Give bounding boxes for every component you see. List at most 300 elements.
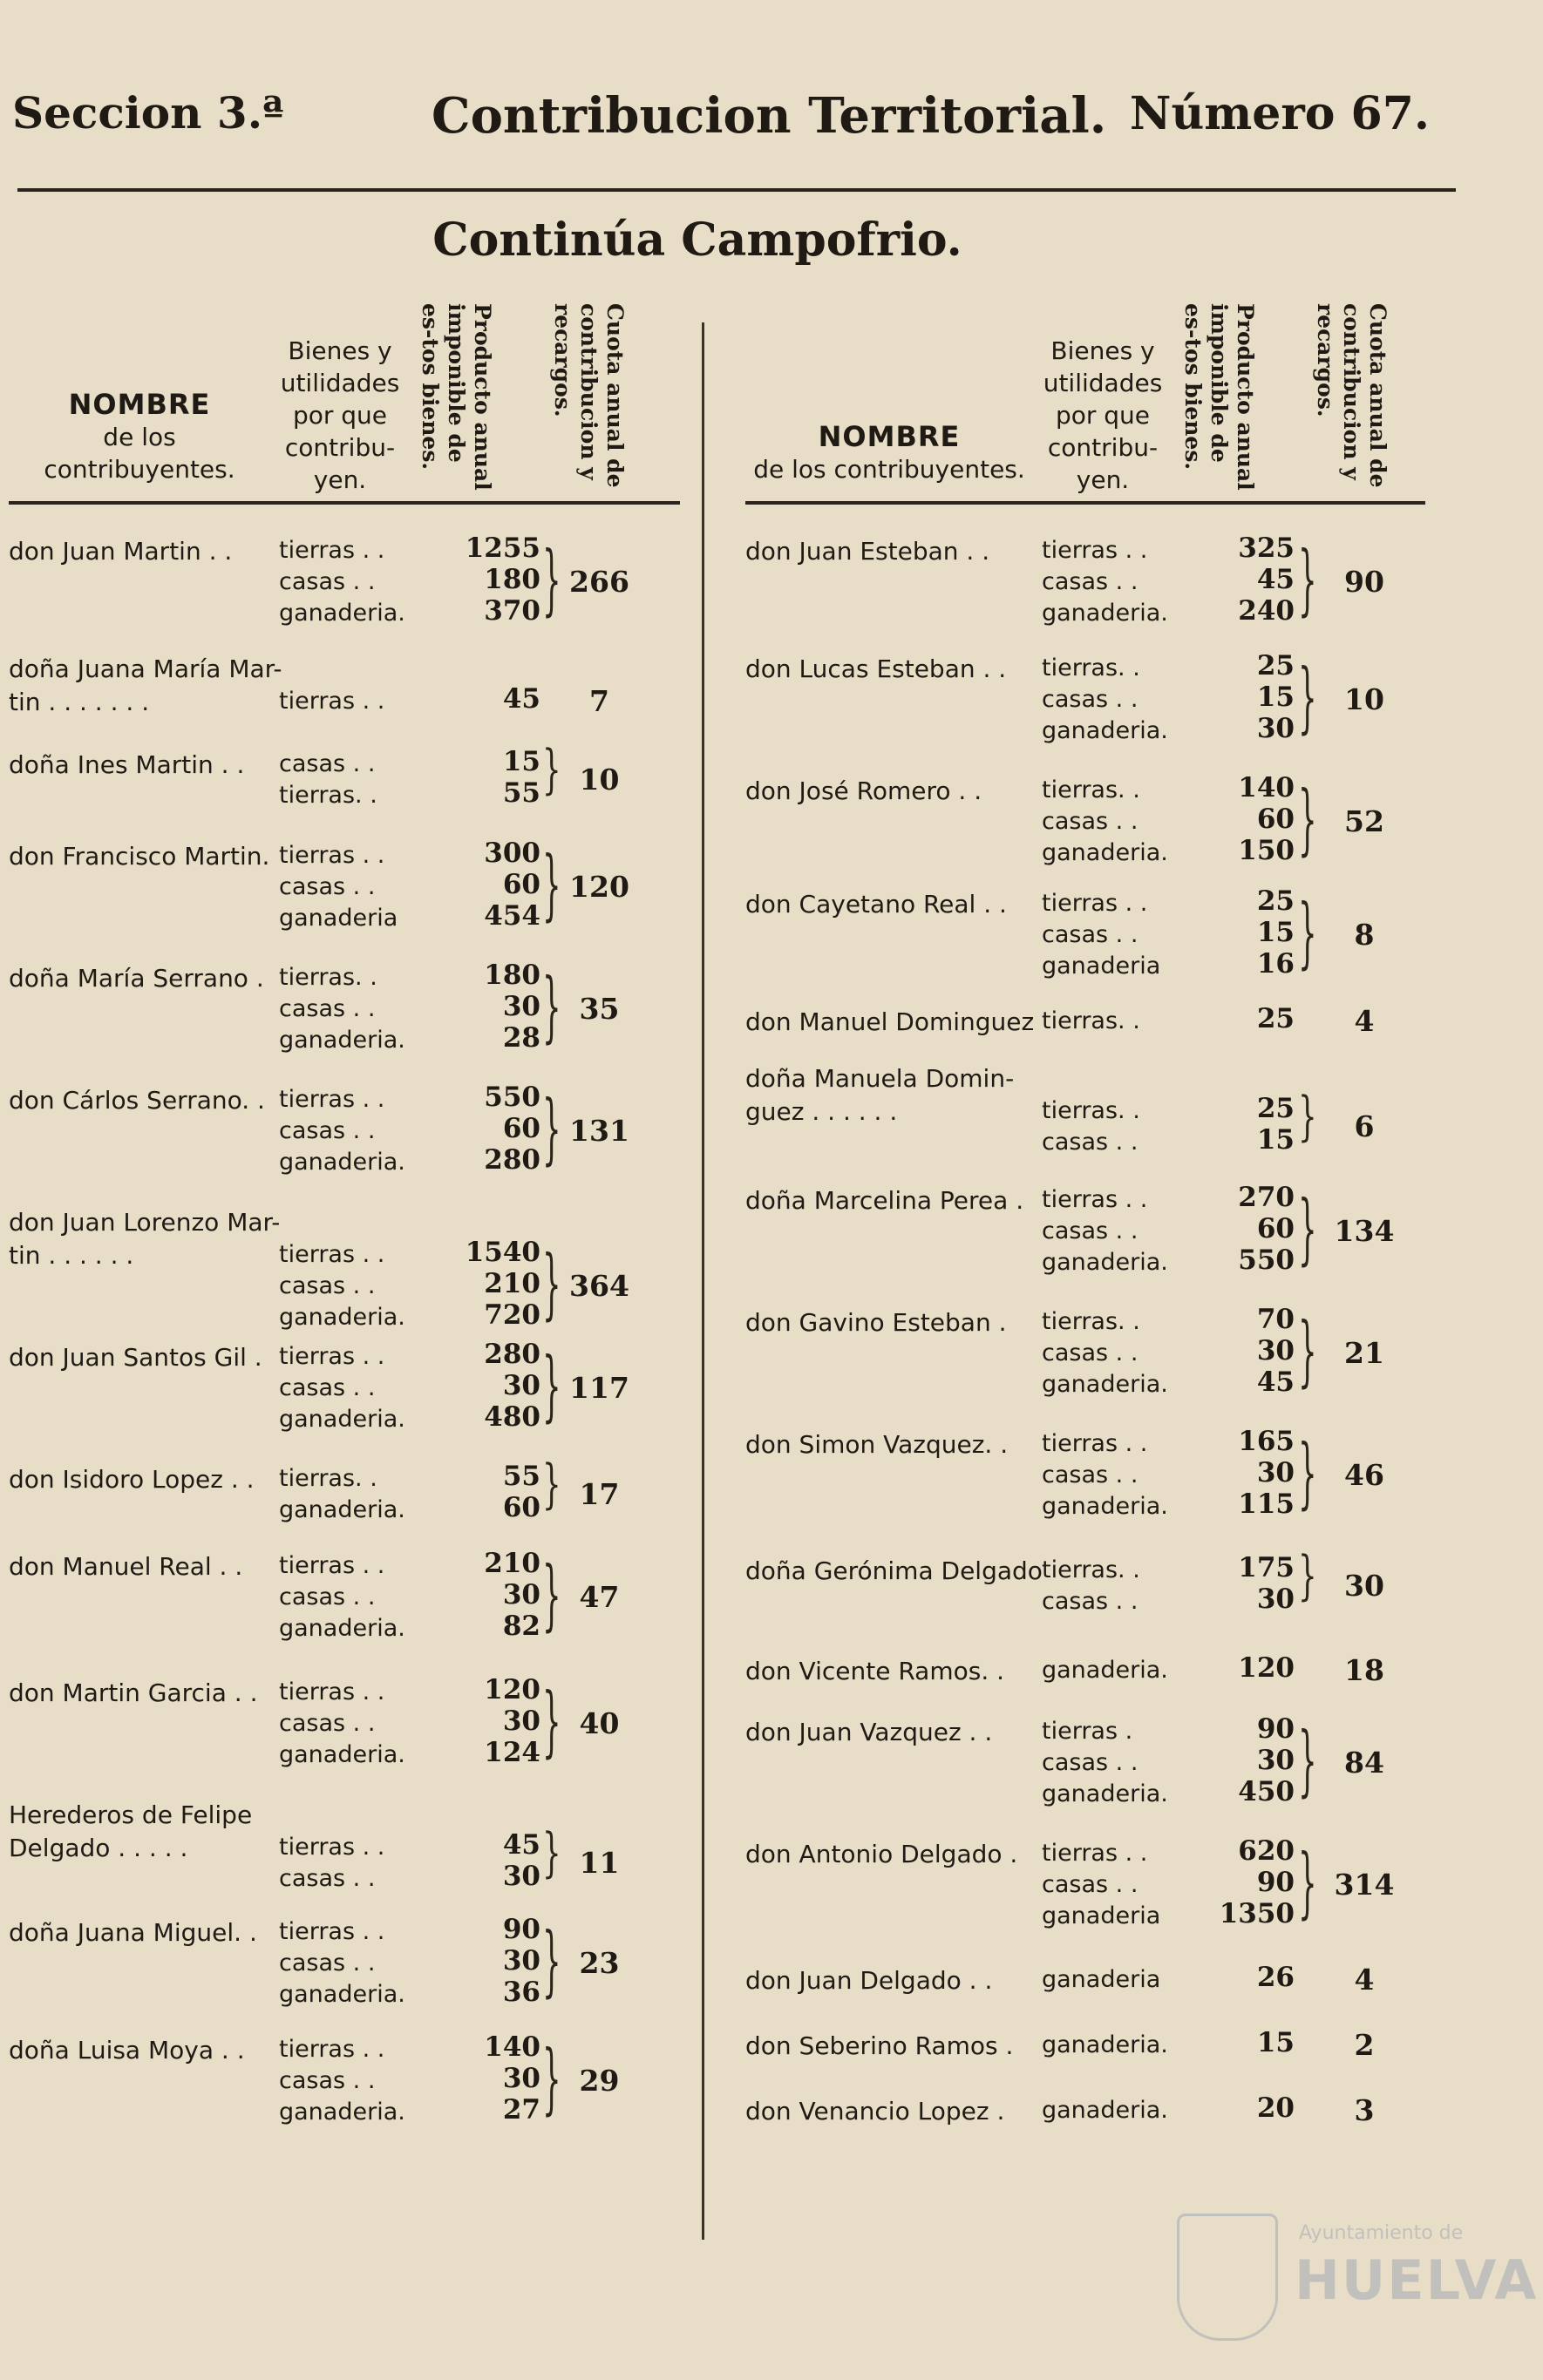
property-types bbox=[1042, 1964, 1181, 1996]
taxable-product-value: 370 bbox=[484, 595, 540, 627]
annual-quota: 3 bbox=[1354, 2093, 1375, 2127]
property-types bbox=[279, 535, 410, 629]
contributor-name-line: don Juan Delgado . . bbox=[745, 1966, 993, 1995]
taxable-product-value: 45 bbox=[1256, 564, 1295, 595]
property-types bbox=[1042, 1716, 1181, 1810]
contributor-name bbox=[9, 1550, 242, 1583]
contributor-name-line: doña Gerónima Delgado bbox=[745, 1556, 1043, 1585]
taxable-product-value: 140 bbox=[1238, 772, 1295, 804]
taxable-product-values bbox=[1181, 1304, 1295, 1398]
contributor-name-line: don Manuel Dominguez bbox=[745, 1007, 1035, 1036]
taxable-product-value: 55 bbox=[502, 1461, 540, 1492]
annual-quota: 40 bbox=[579, 1706, 620, 1740]
taxable-product-values bbox=[1181, 650, 1295, 744]
contributor-name-line: Delgado . . . . . bbox=[9, 1834, 188, 1862]
property-type: tierras. . bbox=[279, 782, 377, 809]
contributor-name bbox=[745, 1716, 992, 1749]
taxable-product-value: 140 bbox=[484, 2031, 540, 2063]
taxable-product-value: 25 bbox=[1256, 650, 1295, 681]
property-type: casas . . bbox=[279, 1949, 376, 1977]
taxable-product-values bbox=[1181, 1003, 1295, 1034]
taxable-product-values bbox=[1181, 2027, 1295, 2058]
property-type: casas . . bbox=[1042, 1871, 1139, 1898]
annual-quota: 120 bbox=[569, 870, 629, 904]
property-type: tierras . . bbox=[279, 537, 385, 564]
property-type: tierras . . bbox=[1042, 890, 1148, 917]
contributor-name-line: don Isidoro Lopez . . bbox=[9, 1465, 255, 1494]
property-type: casas . . bbox=[1042, 1461, 1139, 1488]
taxable-product-value: 36 bbox=[502, 1977, 540, 2008]
property-type: casas . . bbox=[1042, 1129, 1139, 1156]
taxable-product-value: 45 bbox=[1256, 1366, 1295, 1398]
taxable-product-value: 15 bbox=[1256, 917, 1295, 948]
taxable-product-value: 30 bbox=[502, 1579, 540, 1610]
taxable-product-values bbox=[1181, 1835, 1295, 1929]
annual-quota: 6 bbox=[1354, 1109, 1375, 1143]
contributor-name-line: don Seberino Ramos . bbox=[745, 2031, 1014, 2060]
contributor-name bbox=[9, 1206, 280, 1272]
taxable-product-value: 30 bbox=[1256, 1745, 1295, 1776]
property-type: ganaderia. bbox=[279, 1149, 405, 1176]
grouping-brace: } bbox=[542, 840, 561, 932]
annual-quota: 29 bbox=[579, 2064, 620, 2098]
section-label: Seccion 3.ª bbox=[12, 87, 284, 139]
property-types bbox=[1042, 1095, 1181, 1158]
taxable-product-value: 60 bbox=[1256, 1213, 1295, 1244]
column-divider bbox=[702, 322, 704, 2240]
annual-quota: 46 bbox=[1344, 1458, 1384, 1492]
stamp-text-big: HUELVA bbox=[1295, 2248, 1539, 2312]
taxable-product-values bbox=[436, 837, 540, 932]
taxable-product-values bbox=[1181, 772, 1295, 866]
grouping-brace: } bbox=[1298, 1838, 1317, 1929]
grouping-brace: } bbox=[542, 1550, 561, 1642]
taxable-product-value: 1540 bbox=[465, 1237, 540, 1268]
annual-quota: 131 bbox=[569, 1114, 629, 1148]
property-types bbox=[1042, 2030, 1181, 2061]
taxable-product-value: 30 bbox=[1256, 1583, 1295, 1615]
grouping-brace: } bbox=[1298, 1544, 1317, 1608]
taxable-product-value: 210 bbox=[484, 1268, 540, 1299]
taxable-product-value: 454 bbox=[484, 900, 540, 932]
property-types bbox=[1042, 888, 1181, 982]
property-types bbox=[279, 1832, 410, 1895]
property-type: ganaderia. bbox=[1042, 1493, 1168, 1520]
annual-quota: 266 bbox=[569, 565, 629, 599]
taxable-product-values bbox=[1181, 2092, 1295, 2124]
taxable-product-value: 300 bbox=[484, 837, 540, 869]
property-types bbox=[1042, 1184, 1181, 1278]
contributor-name bbox=[745, 1306, 1007, 1339]
property-type: casas . . bbox=[1042, 686, 1139, 713]
annual-quota: 47 bbox=[579, 1580, 620, 1614]
taxable-product-value: 90 bbox=[502, 1914, 540, 1945]
property-type: casas . . bbox=[1042, 1588, 1139, 1615]
contributor-name bbox=[9, 840, 269, 873]
contributor-name-line: don Gavino Esteban . bbox=[745, 1308, 1007, 1337]
taxable-product-value: 60 bbox=[502, 1113, 540, 1144]
taxable-product-values bbox=[436, 1461, 540, 1523]
grouping-brace: } bbox=[1298, 1085, 1317, 1149]
contributor-name bbox=[745, 1006, 1034, 1039]
contributor-name-line: don Martin Garcia . . bbox=[9, 1678, 258, 1707]
contributor-name bbox=[745, 2095, 1004, 2128]
taxable-product-value: 280 bbox=[484, 1339, 540, 1370]
grouping-brace: } bbox=[1298, 1716, 1317, 1807]
taxable-product-values bbox=[1181, 1652, 1295, 1684]
taxable-product-value: 270 bbox=[1238, 1182, 1295, 1213]
grouping-brace: } bbox=[1298, 888, 1317, 980]
taxable-product-value: 30 bbox=[1256, 1457, 1295, 1488]
taxable-product-value: 55 bbox=[502, 777, 540, 809]
grouping-brace: } bbox=[1298, 1306, 1317, 1398]
property-type: tierras . . bbox=[279, 1552, 385, 1579]
property-type: casas . . bbox=[279, 1865, 376, 1892]
property-type: tierras . . bbox=[279, 1678, 385, 1705]
property-type: ganaderia. bbox=[279, 1741, 405, 1768]
header-cuota: Cuota anual de contribucion y recargos. bbox=[1313, 303, 1390, 488]
contributor-name bbox=[745, 1555, 1043, 1588]
contributor-name bbox=[745, 653, 1006, 686]
taxable-product-value: 15 bbox=[502, 746, 540, 777]
grouping-brace: } bbox=[542, 1239, 561, 1331]
property-type: ganaderia. bbox=[279, 1496, 405, 1523]
property-type: ganaderia bbox=[279, 905, 398, 932]
taxable-product-value: 30 bbox=[502, 1705, 540, 1737]
property-type: tierras . . bbox=[1042, 537, 1148, 564]
annual-quota: 18 bbox=[1344, 1653, 1384, 1687]
property-type: casas . . bbox=[1042, 1339, 1139, 1366]
contributor-name-line: don Juan Vazquez . . bbox=[745, 1718, 993, 1746]
property-type: ganaderia. bbox=[279, 1615, 405, 1642]
stamp-text-small: Ayuntamiento de bbox=[1299, 2222, 1464, 2244]
taxable-product-value: 175 bbox=[1238, 1552, 1295, 1583]
annual-quota: 84 bbox=[1344, 1746, 1384, 1780]
property-type: tierras . . bbox=[1042, 1840, 1148, 1867]
property-type: tierras . . bbox=[279, 688, 385, 715]
header-rule bbox=[17, 188, 1456, 192]
contributor-name-line: don Juan Martin . . bbox=[9, 537, 233, 566]
contributor-name bbox=[9, 1463, 255, 1496]
grouping-brace: } bbox=[542, 1453, 561, 1516]
property-types bbox=[279, 1239, 410, 1333]
taxable-product-value: 620 bbox=[1238, 1835, 1295, 1867]
property-type: casas . . bbox=[1042, 921, 1139, 948]
contributor-name-line: tin . . . . . . bbox=[9, 1241, 134, 1270]
property-type: ganaderia bbox=[1042, 953, 1161, 980]
taxable-product-values bbox=[436, 1914, 540, 2008]
property-type: tierras . . bbox=[279, 2036, 385, 2063]
property-type: casas . . bbox=[279, 873, 376, 900]
property-type: tierras. . bbox=[1042, 776, 1140, 804]
taxable-product-value: 150 bbox=[1238, 835, 1295, 866]
taxable-product-value: 30 bbox=[1256, 1335, 1295, 1366]
right-column-header bbox=[745, 296, 1425, 505]
property-type: tierras. . bbox=[1042, 1007, 1140, 1034]
taxable-product-value: 1350 bbox=[1219, 1898, 1295, 1929]
taxable-product-value: 210 bbox=[484, 1548, 540, 1579]
annual-quota: 117 bbox=[569, 1371, 629, 1405]
taxable-product-values bbox=[436, 746, 540, 809]
taxable-product-values bbox=[436, 1339, 540, 1433]
taxable-product-value: 20 bbox=[1256, 2092, 1295, 2124]
city-crest-icon bbox=[1177, 2214, 1278, 2341]
property-type: tierras . . bbox=[1042, 1430, 1148, 1457]
taxable-product-values bbox=[436, 959, 540, 1054]
contributor-name-line: Herederos de Felipe bbox=[9, 1800, 253, 1829]
annual-quota: 11 bbox=[579, 1846, 620, 1880]
taxable-product-value: 165 bbox=[1238, 1426, 1295, 1457]
left-column-header bbox=[9, 296, 680, 505]
contributor-name-line: doña Luisa Moya . . bbox=[9, 2036, 245, 2065]
contributor-name-line: don Simon Vazquez. . bbox=[745, 1430, 1009, 1459]
grouping-brace: } bbox=[542, 1821, 561, 1885]
property-type: ganaderia. bbox=[279, 1027, 405, 1054]
contributor-name bbox=[745, 888, 1007, 921]
property-type: ganaderia. bbox=[1042, 1780, 1168, 1807]
header-name-sub: de los contribuyentes. bbox=[753, 455, 1025, 484]
taxable-product-value: 60 bbox=[502, 869, 540, 900]
taxable-product-value: 25 bbox=[1256, 1003, 1295, 1034]
property-type: ganaderia bbox=[1042, 1966, 1161, 1993]
contributor-name bbox=[745, 1062, 1014, 1129]
property-type: tierras . . bbox=[279, 1086, 385, 1113]
taxable-product-values bbox=[1181, 1093, 1295, 1156]
grouping-brace: } bbox=[542, 1341, 561, 1433]
annual-quota: 8 bbox=[1354, 918, 1375, 952]
taxable-product-value: 720 bbox=[484, 1299, 540, 1331]
contributor-name bbox=[745, 1964, 992, 1997]
taxable-product-values bbox=[1181, 1962, 1295, 1993]
header-bienes: Bienes y utilidades por que contribu-yen. bbox=[1043, 336, 1163, 494]
grouping-brace: } bbox=[542, 738, 561, 802]
grouping-brace: } bbox=[542, 535, 561, 627]
header-name-sub: de los contribuyentes. bbox=[44, 423, 235, 484]
taxable-product-value: 16 bbox=[1256, 948, 1295, 980]
grouping-brace: } bbox=[1298, 775, 1317, 866]
property-type: ganaderia. bbox=[1042, 600, 1168, 627]
contributor-name bbox=[9, 962, 264, 995]
contributor-name bbox=[745, 775, 982, 808]
annual-quota: 364 bbox=[569, 1269, 629, 1303]
annual-quota: 30 bbox=[1344, 1569, 1384, 1603]
property-type: tierras. . bbox=[279, 1465, 377, 1492]
left-column bbox=[9, 296, 680, 2126]
taxable-product-value: 180 bbox=[484, 564, 540, 595]
property-types bbox=[279, 1084, 410, 1178]
taxable-product-value: 180 bbox=[484, 959, 540, 991]
annual-quota: 17 bbox=[579, 1477, 620, 1511]
contributor-name bbox=[745, 1184, 1023, 1217]
property-type: ganaderia bbox=[1042, 1902, 1161, 1929]
property-types bbox=[279, 840, 410, 934]
taxable-product-value: 30 bbox=[502, 2063, 540, 2094]
contributor-name-line: don Juan Santos Gil . bbox=[9, 1343, 262, 1372]
contributor-name-line: guez . . . . . . bbox=[745, 1097, 898, 1126]
property-type: casas . . bbox=[1042, 1749, 1139, 1776]
header-name bbox=[9, 389, 270, 485]
property-type: ganaderia. bbox=[1042, 2031, 1168, 2058]
property-type: tierras. . bbox=[1042, 1308, 1140, 1335]
contributor-name bbox=[745, 1428, 1008, 1461]
property-types bbox=[279, 1677, 410, 1771]
property-type: ganaderia. bbox=[1042, 1657, 1168, 1684]
grouping-brace: } bbox=[1298, 1428, 1317, 1520]
contributor-name-line: doña Juana Miguel. . bbox=[9, 1918, 257, 1947]
contributor-name-line: tin . . . . . . . bbox=[9, 688, 150, 716]
property-type: ganaderia. bbox=[1042, 717, 1168, 744]
contributor-name-line: don Venancio Lopez . bbox=[745, 2097, 1005, 2126]
taxable-product-value: 82 bbox=[502, 1610, 540, 1642]
contributor-name-line: don Juan Lorenzo Mar- bbox=[9, 1208, 281, 1237]
contributor-name-line: don Cayetano Real . . bbox=[745, 890, 1007, 919]
taxable-product-value: 240 bbox=[1238, 595, 1295, 627]
annual-quota: 90 bbox=[1344, 565, 1384, 599]
contributor-name-line: don Manuel Real . . bbox=[9, 1552, 243, 1581]
taxable-product-values bbox=[1181, 1713, 1295, 1807]
taxable-product-value: 450 bbox=[1238, 1776, 1295, 1807]
taxable-product-value: 550 bbox=[484, 1082, 540, 1113]
taxable-product-values bbox=[436, 1237, 540, 1331]
taxable-product-value: 26 bbox=[1256, 1962, 1295, 1993]
taxable-product-value: 30 bbox=[502, 991, 540, 1022]
grouping-brace: } bbox=[1298, 653, 1317, 744]
property-types bbox=[279, 1916, 410, 2010]
taxable-product-values bbox=[436, 1548, 540, 1642]
taxable-product-values bbox=[436, 1082, 540, 1176]
property-type: casas . . bbox=[279, 750, 376, 777]
annual-quota: 134 bbox=[1334, 1214, 1395, 1248]
contributor-name bbox=[745, 1655, 1004, 1688]
property-type: casas . . bbox=[279, 568, 376, 595]
property-types bbox=[279, 1341, 410, 1435]
grouping-brace: } bbox=[1298, 535, 1317, 627]
taxable-product-value: 15 bbox=[1256, 1124, 1295, 1156]
contributor-name-line: don Lucas Esteban . . bbox=[745, 654, 1007, 683]
property-type: tierras . . bbox=[279, 1918, 385, 1945]
annual-quota: 52 bbox=[1344, 804, 1384, 838]
property-type: casas . . bbox=[279, 2067, 376, 2094]
contributor-name-line: doña Marcelina Perea . bbox=[745, 1186, 1024, 1215]
property-type: casas . . bbox=[1042, 568, 1139, 595]
property-type: casas . . bbox=[279, 1583, 376, 1610]
contributor-name bbox=[9, 1341, 262, 1374]
property-types bbox=[1042, 2095, 1181, 2126]
taxable-product-value: 60 bbox=[502, 1492, 540, 1523]
contributor-name bbox=[9, 653, 282, 719]
annual-quota: 4 bbox=[1354, 1004, 1375, 1038]
property-types bbox=[1042, 1306, 1181, 1400]
property-type: casas . . bbox=[279, 995, 376, 1022]
contributor-name bbox=[745, 535, 989, 568]
taxable-product-values bbox=[1181, 1552, 1295, 1615]
contributor-name bbox=[9, 2034, 245, 2067]
contributor-name-line: don José Romero . . bbox=[745, 776, 982, 805]
property-type: ganaderia. bbox=[1042, 2097, 1168, 2124]
property-type: tierras. . bbox=[1042, 654, 1140, 681]
annual-quota: 35 bbox=[579, 992, 620, 1026]
property-types bbox=[279, 749, 410, 811]
grouping-brace: } bbox=[542, 2034, 561, 2126]
property-types bbox=[1042, 535, 1181, 629]
annual-quota: 2 bbox=[1354, 2028, 1375, 2062]
taxable-product-value: 25 bbox=[1256, 1093, 1295, 1124]
archive-stamp bbox=[1177, 2214, 1539, 2344]
taxable-product-values bbox=[436, 1829, 540, 1892]
taxable-product-values bbox=[1181, 1182, 1295, 1276]
contributor-name-line: doña María Serrano . bbox=[9, 964, 264, 993]
taxable-product-value: 45 bbox=[502, 1829, 540, 1861]
property-type: tierras . . bbox=[279, 1834, 385, 1861]
property-types bbox=[1042, 653, 1181, 747]
taxable-product-value: 30 bbox=[1256, 713, 1295, 744]
page-number: Número 67. bbox=[1129, 87, 1430, 140]
property-type: ganaderia. bbox=[1042, 1249, 1168, 1276]
contributor-name bbox=[9, 749, 244, 782]
taxable-product-values bbox=[436, 2031, 540, 2126]
annual-quota: 10 bbox=[1344, 682, 1384, 716]
property-type: casas . . bbox=[1042, 808, 1139, 835]
property-types bbox=[1042, 1838, 1181, 1932]
grouping-brace: } bbox=[1298, 1184, 1317, 1276]
subtitle: Continúa Campofrio. bbox=[432, 214, 962, 267]
taxable-product-values bbox=[436, 683, 540, 715]
property-types bbox=[1042, 1006, 1181, 1037]
taxable-product-value: 60 bbox=[1256, 804, 1295, 835]
taxable-product-value: 45 bbox=[502, 683, 540, 715]
property-type: ganaderia. bbox=[279, 2099, 405, 2126]
taxable-product-values bbox=[1181, 532, 1295, 627]
annual-quota: 10 bbox=[579, 763, 620, 797]
property-type: tierras. . bbox=[279, 964, 377, 991]
property-type: casas . . bbox=[279, 1117, 376, 1144]
property-types bbox=[1042, 1555, 1181, 1617]
contributor-name-line: don Antonio Delgado . bbox=[745, 1840, 1018, 1868]
taxable-product-value: 70 bbox=[1256, 1304, 1295, 1335]
property-type: casas . . bbox=[279, 1710, 376, 1737]
property-type: tierras . . bbox=[279, 842, 385, 869]
property-type: tierras . bbox=[1042, 1718, 1133, 1745]
taxable-product-value: 480 bbox=[484, 1401, 540, 1433]
grouping-brace: } bbox=[542, 1916, 561, 2008]
grouping-brace: } bbox=[542, 1677, 561, 1768]
contributor-name bbox=[9, 1799, 252, 1865]
property-type: ganaderia. bbox=[1042, 1371, 1168, 1398]
contributor-name bbox=[9, 1084, 265, 1117]
header-cuota: Cuota anual de contribucion y recargos. bbox=[550, 303, 628, 488]
property-type: casas . . bbox=[279, 1374, 376, 1401]
taxable-product-value: 120 bbox=[1238, 1652, 1295, 1684]
property-type: ganaderia. bbox=[279, 1406, 405, 1433]
annual-quota: 7 bbox=[589, 684, 609, 718]
taxable-product-value: 30 bbox=[502, 1945, 540, 1977]
annual-quota: 4 bbox=[1354, 1963, 1375, 1997]
taxable-product-value: 280 bbox=[484, 1144, 540, 1176]
taxable-product-values bbox=[1181, 1426, 1295, 1520]
taxable-product-value: 25 bbox=[1256, 885, 1295, 917]
contributor-name bbox=[745, 2030, 1013, 2063]
contributor-name bbox=[745, 1838, 1017, 1871]
header-name bbox=[745, 421, 1033, 485]
property-types bbox=[1042, 1428, 1181, 1522]
contributor-name bbox=[9, 1677, 257, 1710]
contributor-name-line: don Francisco Martin. bbox=[9, 842, 270, 871]
taxable-product-value: 15 bbox=[1256, 2027, 1295, 2058]
property-types bbox=[279, 962, 410, 1056]
annual-quota: 314 bbox=[1334, 1868, 1395, 1902]
page-title: Contribucion Territorial. bbox=[432, 87, 1107, 145]
taxable-product-values bbox=[436, 1674, 540, 1768]
